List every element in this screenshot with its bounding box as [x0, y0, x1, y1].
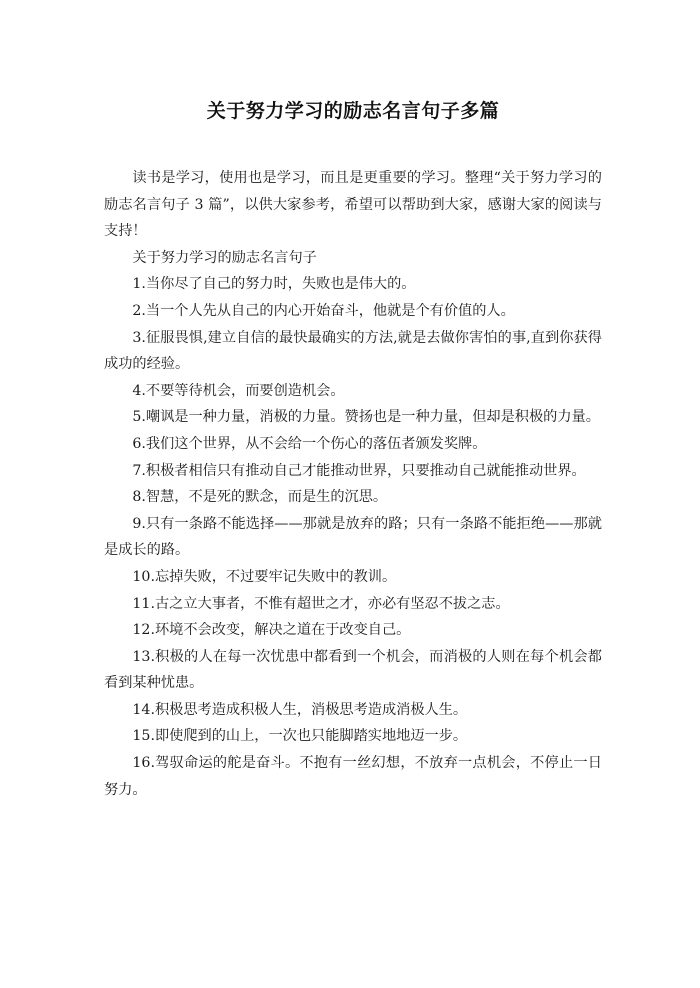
quote-item: 2.当一个人先从自己的内心开始奋斗，他就是个有价值的人。	[132, 302, 515, 319]
quote-item: 5.嘲讽是一种力量，消极的力量。赞扬也是一种力量，但却是积极的力量。	[132, 409, 600, 426]
quote-item: 1.当你尽了自己的努力时，失败也是伟大的。	[132, 276, 416, 293]
intro-paragraph: 读书是学习，使用也是学习，而且是更重要的学习。整理“关于努力学习的励志名言句子 3 篇”，以供大家参考，希望可以帮助到大家，感谢大家的阅读与支持！	[104, 170, 602, 240]
quote-item: 14.积极思考造成积极人生，消极思考造成消极人生。	[132, 701, 468, 718]
document-title: 关于努力学习的励志名言句子多篇	[206, 100, 500, 122]
section-heading: 关于努力学习的励志名言句子	[132, 249, 317, 266]
quote-item: 3.征服畏惧,建立自信的最快最确实的方法,就是去做你害怕的事,直到你获得成功的经验。	[104, 329, 602, 373]
quote-item: 15.即使爬到的山上，一次也只能脚踏实地地迈一步。	[132, 728, 468, 745]
document-body	[104, 165, 602, 803]
quote-item: 7.积极者相信只有推动自己才能推动世界，只要推动自己就能推动世界。	[132, 462, 586, 479]
quote-item: 13.积极的人在每一次忧患中都看到一个机会，而消极的人则在每个机会都看到某种忧患。	[104, 648, 602, 692]
quote-item: 6.我们这个世界，从不会给一个伤心的落伍者颁发奖牌。	[132, 435, 487, 452]
quote-item: 12.环境不会改变，解决之道在于改变自己。	[132, 622, 411, 639]
quote-item: 11.古之立大事者，不惟有超世之才，亦必有坚忍不拔之志。	[132, 595, 510, 612]
quote-item: 10.忘掉失败，不过要牢记失败中的教训。	[132, 568, 397, 585]
quote-item: 16.驾驭命运的舵是奋斗。不抱有一丝幻想，不放弃一点机会，不停止一日努力。	[104, 755, 602, 798]
quote-item: 8.智慧，不是死的默念，而是生的沉思。	[132, 489, 388, 506]
quote-item: 9.只有一条路不能选择——那就是放弃的路；只有一条路不能拒绝——那就是成长的路。	[104, 515, 602, 559]
quote-item: 4.不要等待机会，而要创造机会。	[132, 382, 345, 399]
